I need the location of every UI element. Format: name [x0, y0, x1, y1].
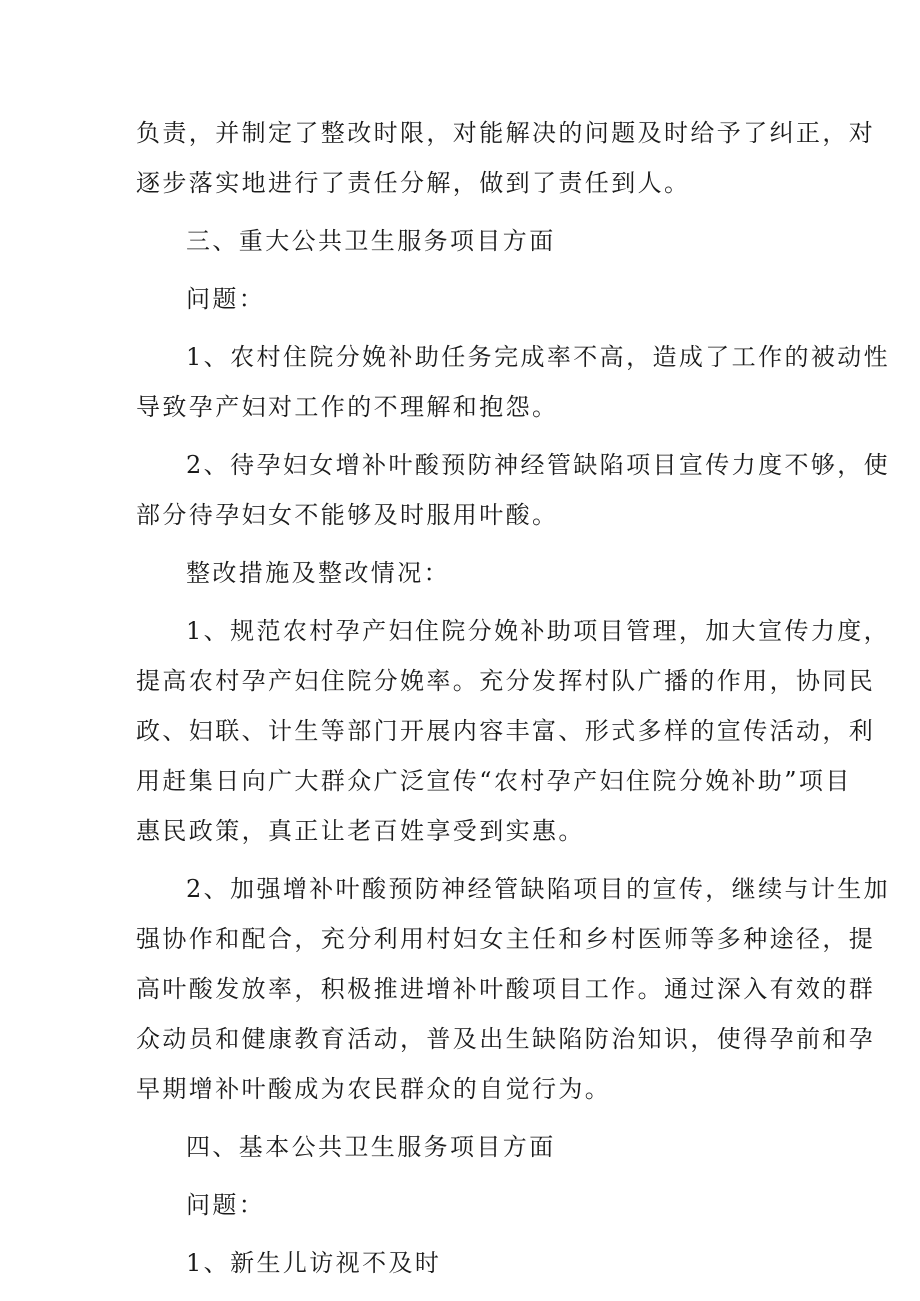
text-line: 1、新生儿访视不及时 [186, 1249, 442, 1277]
text-line: 问题： [186, 285, 266, 313]
problems-label [136, 274, 796, 324]
text-line: 众动员和健康教育活动，普及出生缺陷防治知识，使得孕前和孕 [136, 1025, 876, 1053]
text-line: 政、妇联、计生等部门开展内容丰富、形式多样的宣传活动，利 [136, 717, 876, 745]
text-line: 2、加强增补叶酸预防神经管缺陷项目的宣传，继续与计生加 [186, 875, 891, 903]
text-line: 四、基本公共卫生服务项目方面 [186, 1133, 556, 1161]
measures-label [136, 548, 796, 598]
paragraph-responsibility-continuation [136, 108, 876, 208]
text-line: 用赶集日向广大群众广泛宣传“农村孕产妇住院分娩补助”项目 [136, 767, 852, 795]
text-line: 负责，并制定了整改时限，对能解决的问题及时给予了纠正，对 [136, 119, 876, 147]
section-heading-basic-public-health [136, 1122, 796, 1172]
text-line: 高叶酸发放率，积极推进增补叶酸项目工作。通过深入有效的群 [136, 975, 876, 1003]
text-line: 1、农村住院分娩补助任务完成率不高，造成了工作的被动性 [186, 343, 891, 371]
text-line: 早期增补叶酸成为农民群众的自觉行为。 [136, 1075, 612, 1103]
text-line: 1、规范农村孕产妇住院分娩补助项目管理，加大宣传力度， [186, 617, 891, 645]
text-line: 提高农村孕产妇住院分娩率。充分发挥村队广播的作用，协同民 [136, 667, 876, 695]
section-heading-major-public-health [136, 216, 796, 266]
text-line: 强协作和配合，充分利用村妇女主任和乡村医师等多种途径，提 [136, 925, 876, 953]
text-line: 惠民政策，真正让老百姓享受到实惠。 [136, 817, 585, 845]
problem-item-newborn-visit [136, 1238, 796, 1288]
text-line: 导致孕产妇对工作的不理解和抱怨。 [136, 393, 559, 421]
problems-label [136, 1180, 796, 1230]
document-body [136, 108, 891, 1296]
text-line: 问题： [186, 1191, 266, 1219]
measure-item-1 [136, 606, 891, 856]
problem-item-2 [136, 440, 891, 540]
text-line: 逐步落实地进行了责任分解，做到了责任到人。 [136, 169, 691, 197]
problem-item-1 [136, 332, 891, 432]
text-line: 整改措施及整改情况： [186, 559, 450, 587]
text-line: 部分待孕妇女不能够及时服用叶酸。 [136, 501, 559, 529]
measure-item-2 [136, 864, 891, 1114]
text-line: 三、重大公共卫生服务项目方面 [186, 227, 556, 255]
text-line: 2、待孕妇女增补叶酸预防神经管缺陷项目宣传力度不够，使 [186, 451, 891, 479]
